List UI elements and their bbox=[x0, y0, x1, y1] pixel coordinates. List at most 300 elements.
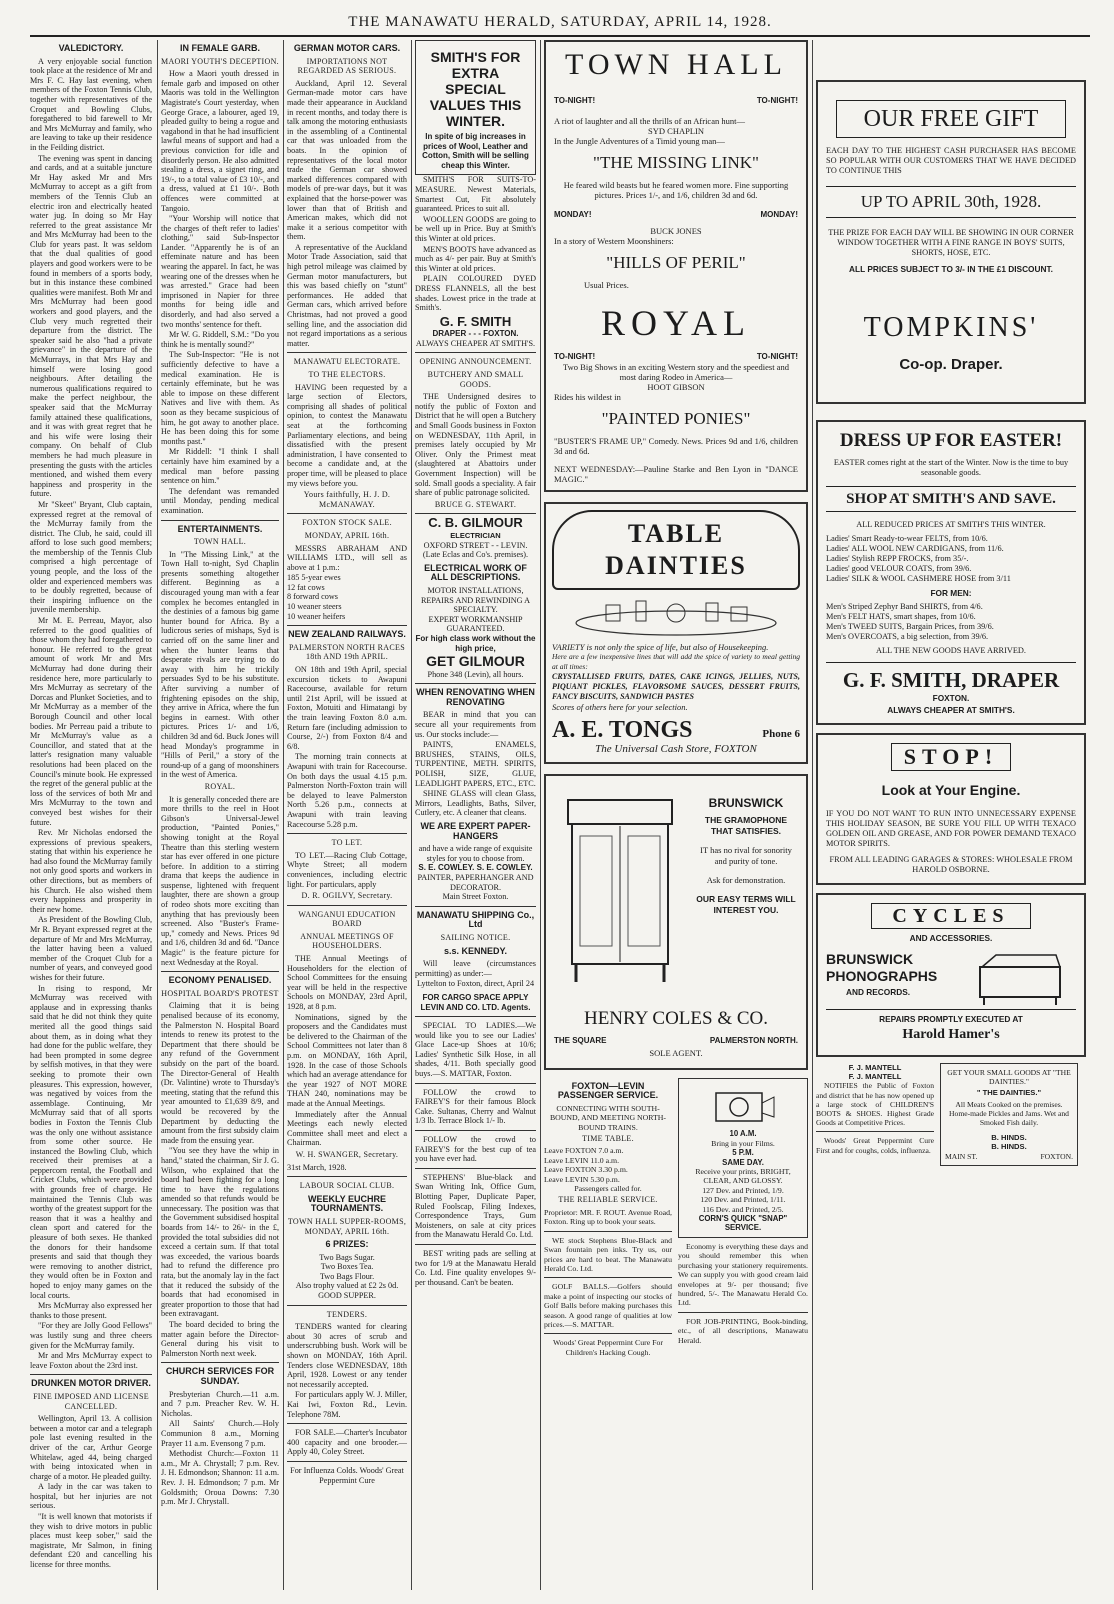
masthead-title: THE MANAWATU HERALD, SATURDAY, APRIL 14, 1928. bbox=[348, 14, 772, 30]
table-illustration bbox=[552, 590, 800, 642]
notice-signature: W. H. SWANGER, Secretary. bbox=[295, 1149, 399, 1159]
notice-date: 31st March, 1928. bbox=[287, 1162, 347, 1172]
men-item: Men's TWEED SUITS, Bargain Prices, from 39/6. bbox=[826, 622, 994, 631]
ad-paragraph: Woods' Great Peppermint Cure First and for coughs, colds, influenza. bbox=[816, 1136, 934, 1155]
men-item: Men's OVERCOATS, a big selection, from 39/6. bbox=[826, 632, 989, 641]
gift-discount: ALL PRICES SUBJECT TO 3/- IN THE £1 DISCOUNT. bbox=[849, 264, 1053, 274]
star-name: SYD CHAPLIN bbox=[648, 126, 704, 136]
divider bbox=[544, 1231, 672, 1232]
notice-paragraph: For Influenza Colds. Woods' Great Peppermint Cure bbox=[290, 1465, 404, 1485]
mantell-name: F. J. MANTELL bbox=[848, 1063, 902, 1072]
article-paragraph: Claiming that it is being penalised because of its economy, the Palmerston N. Hospital Board intends to renew its protest to the Department that there should be any refund of the Government subsidy on the part of the board. The Director-General of Health (Dr. Valintine) wrote to Thursday's meeting, stating that the refund this year amounted to £1,639 8/9, and would be recovered by the Department by deducting the amount from the first subsidy claim made from the ensuing year. bbox=[161, 1001, 279, 1145]
kodak-service: CORN'S QUICK "SNAP" SERVICE. bbox=[698, 1214, 788, 1233]
divider bbox=[415, 1083, 536, 1084]
ad-paragraph: Woods' Great Peppermint Cure For Children's Hacking Cough. bbox=[553, 1338, 663, 1357]
article-paragraph: As President of the Bowling Club, Mr R. Bryant expressed regret at the departure of Mr and Mrs McMurray, the latter having been a valued member of the Croquet Club for a number of years, and conveyed good wishes for their future. bbox=[30, 915, 152, 982]
ad-paragraph: WE stock Stephens Blue-Black and Swan fountain pen inks. Try us, our prices are hard to beat. The Manawatu Herald Co. Ltd. bbox=[544, 1235, 672, 1273]
divider bbox=[287, 1305, 407, 1306]
table-dainties-ad bbox=[544, 502, 808, 764]
smiths-ad bbox=[415, 40, 536, 175]
royal-tonight-row bbox=[554, 352, 798, 362]
trophy-line: Also trophy valued at £2 2s 0d. GOOD SUPPER. bbox=[295, 1281, 399, 1301]
notice-heading: LABOUR SOCIAL CLUB. bbox=[299, 1181, 395, 1191]
article-paragraph: How a Maori youth dressed in female garb and imposed on other Maoris was told in the Wellington Magistrate's Court yesterday, when George Grace, a labourer, aged 19, pleaded guilty to being a rogue and vagabond in that he had insufficient lawful means of support and had a previous conviction for idle and disorderly person. He also admitted stealing a dress, a signet ring, and 19/-, to a total value of £3 10/-, and a dress, valued at £1 10/-. Both offences were committed at Tangoio. bbox=[161, 69, 279, 213]
notice-heading: WANGANUI EDUCATION BOARD bbox=[298, 909, 396, 929]
brunswick-title: BRUNSWICK bbox=[708, 796, 784, 810]
article-paragraph: A representative of the Auckland Motor Trade Association, said that high petrol mileage was claimed by German motor manufacturers, but this was based chiefly on "stunt" performances. He added that German cars, which arrived before Christmas, had not proved a good selling line, and the association did not regard importations as a serious matter. bbox=[287, 242, 407, 348]
dainties-line: VARIETY is not only the spice of life, but also of Housekeeping. bbox=[552, 642, 769, 652]
repairs-line: REPAIRS PROMPTLY EXECUTED AT bbox=[826, 1009, 1076, 1024]
passenger-line: Proprietor: MR. F. ROUT. Avenue Road, Foxton. Ring up to book your seats. bbox=[544, 1207, 672, 1227]
drunken-driver-heading: DRUNKEN MOTOR DRIVER. bbox=[31, 1378, 151, 1389]
hills-of-peril-title: "HILLS OF PERIL" bbox=[606, 253, 746, 272]
monday-label: MONDAY! bbox=[760, 210, 798, 219]
ad-paragraph: PLAIN COLOURED DYED DRESS FLANNELS, all the best shades. Lowest price in the trade at Smith's. bbox=[415, 274, 536, 313]
gift-line: THE PRIZE FOR EACH DAY WILL BE SHOWING IN OUR CORNER WINDOW TOGETHER WITH A FINE RANGE IN BOYS' SUITS, SHORTS, HOSE, ETC. bbox=[828, 228, 1074, 257]
divider bbox=[287, 1461, 407, 1462]
ad-paragraph: SHINE GLASS will clean Glass, Mirrors, Leadlights, Baths, Silver, Cutlery, etc. A cleaner that cleans. bbox=[415, 789, 536, 818]
divider bbox=[415, 513, 536, 514]
notice-subheading: MONDAY, APRIL 16th. bbox=[304, 530, 390, 540]
dainties-name: " THE DAINTIES." bbox=[976, 1088, 1042, 1098]
ad-paragraph: SMITH'S FOR SUITS-TO-MEASURE. Newest Materials, Smartest Cut, Fit absolutely guaranteed. Prices to suit all. bbox=[415, 175, 536, 214]
monday-row bbox=[554, 210, 798, 220]
ad-paragraph: STEPHENS' Blue-black and Swan Writing Ink, Office Gum, Blotting Paper, Duplicate Paper, Ruled Foolscap, Filing Indexes, Correspondence Trays, Gum Moisteners, on sale at city prices from the Manawatu Herald Co. Ltd. bbox=[415, 1172, 536, 1240]
article-paragraph: Mr W. G. Riddell, S.M.: "Do you think he is mentally sound?" bbox=[161, 330, 279, 349]
timetable-entry: Leave LEVIN 11.0 a.m. bbox=[544, 1155, 620, 1165]
timetable-heading: TIME TABLE. bbox=[582, 1134, 634, 1144]
kodak-column bbox=[678, 1078, 808, 1357]
prize-item: Two Bags Flour. bbox=[319, 1271, 375, 1281]
notice-heading: FOXTON STOCK SALE. bbox=[302, 518, 392, 528]
monday-label: MONDAY! bbox=[554, 210, 592, 219]
camera-hand-icon bbox=[708, 1083, 778, 1127]
timetable-entry: Leave FOXTON 7.0 a.m. bbox=[544, 1146, 624, 1156]
tompkins-name: TOMPKINS' bbox=[863, 312, 1039, 343]
gramophone-cabinet-icon bbox=[560, 796, 680, 986]
cheaper-line: ALWAYS CHEAPER AT SMITH'S. bbox=[415, 338, 536, 348]
divider bbox=[415, 906, 536, 907]
notice-paragraph: Lyttelton to Foxton, direct, April 24 bbox=[416, 979, 535, 989]
entertainments-heading: ENTERTAINMENTS. bbox=[177, 523, 263, 534]
timetable-entry: Leave LEVIN 5.30 p.m. bbox=[544, 1174, 620, 1184]
easter-item: Ladies' good VELOUR COATS, from 39/6. bbox=[826, 564, 972, 573]
texaco-line: FROM ALL LEADING GARAGES & STORES: WHOLESALE FROM HAROLD OSBORNE. bbox=[829, 855, 1073, 874]
article-subheading: HOSPITAL BOARD'S PROTEST bbox=[161, 988, 279, 998]
easter-title: DRESS UP FOR EASTER! bbox=[839, 430, 1063, 451]
ad-paragraph: Economy is everything these days and you should remember this when purchasing your stationery requirements. We can supply you with good cream laid envelopes at 9/- per thousand; five hundred, 5/-. The Manawatu Herald Co. Ltd. bbox=[678, 1241, 808, 1308]
easter-item: Ladies' SILK & WOOL CASHMERE HOSE from 3/11 bbox=[826, 574, 1011, 583]
tongs-name: A. E. TONGS bbox=[552, 717, 693, 743]
cycles-title: CYCLES bbox=[871, 903, 1031, 929]
prize-item: Two Boxes Tea. bbox=[320, 1262, 374, 1272]
main-street: MAIN ST. bbox=[945, 1151, 978, 1161]
smiths-ad-title: SMITH'S FOR EXTRA SPECIAL VALUES THIS WINTER. bbox=[429, 49, 522, 129]
stock-item: 8 forward cows bbox=[287, 592, 338, 602]
ad-paragraph: SPECIAL TO LADIES.—We would like you to see our Ladies' Glace Lace-up Shoes at 10/6; Ladies' Synthetic Silk Hose, in all shades, 4/11. Both specially good buys.—S. MATTAR, Foxton. bbox=[415, 1021, 536, 1079]
coles-block bbox=[554, 1008, 798, 1058]
ad-line: In a story of Western Moonshiners: bbox=[554, 236, 674, 246]
kodak-time: 10 A.M. bbox=[729, 1129, 757, 1139]
valedictory-heading: VALEDICTORY. bbox=[58, 43, 124, 53]
mantell-text: NOTIFIES the Public of Foxton and district that he has now opened up a large stock of CHILDREN'S BOOTS & SHOES. Highest Grade Goods at Competitive Prices. bbox=[816, 1081, 934, 1128]
dainties-shop-ad bbox=[940, 1063, 1078, 1166]
star-name: HOOT GIBSON bbox=[647, 382, 705, 392]
easter-item: Ladies' Smart Ready-to-wear FELTS, from 10/6. bbox=[826, 534, 988, 543]
foxton-town: FOXTON. bbox=[1040, 1151, 1073, 1161]
kodak-time: 5 P.M. bbox=[732, 1148, 754, 1158]
easter-line: ALL REDUCED PRICES AT SMITH'S THIS WINTER. bbox=[856, 520, 1046, 529]
article-subheading: IMPORTATIONS NOT REGARDED AS SERIOUS. bbox=[297, 56, 397, 76]
article-paragraph: A lady in the car was taken to hospital, but her injuries are not serious. bbox=[30, 1482, 152, 1511]
divider bbox=[30, 1374, 152, 1375]
coles-row bbox=[554, 1036, 798, 1046]
ad-paragraph: BEST writing pads are selling at two for 1/9 at the Manawatu Herald Co. Ltd. Fine quality envelopes 9/- per thousand. Can't be beaten. bbox=[415, 1248, 536, 1287]
column-rule bbox=[283, 40, 284, 1590]
stock-item: 10 weaner heifers bbox=[287, 611, 346, 621]
cowley-trade: PAINTER, PAPERHANGER AND DECORATOR. bbox=[417, 872, 534, 892]
kodak-price: 127 Dev. and Printed, 1/9. bbox=[702, 1185, 784, 1195]
column-rule bbox=[540, 40, 541, 1590]
ad-line: NEXT WEDNESDAY:—Pauline Starke and Ben Lyon in "DANCE MAGIC." bbox=[554, 464, 798, 484]
kodak-price: 120 Dev. and Printed, 1/11. bbox=[700, 1195, 786, 1205]
cowley-address: Main Street Foxton. bbox=[442, 892, 509, 902]
notice-paragraph: Will leave (circumstances permitting) as under:— bbox=[415, 959, 536, 978]
church-services-heading: CHURCH SERVICES FOR SUNDAY. bbox=[165, 1366, 275, 1386]
divider bbox=[415, 1244, 536, 1245]
column-4 bbox=[415, 40, 536, 1600]
gilmour-brand: C. B. GILMOUR bbox=[428, 515, 523, 531]
notice-paragraph: TENDERS wanted for clearing about 30 acres of scrub and underscrubbing bush. Work will be shown on MONDAY, 16th April. Tenders close WEDNESDAY, 18th April, 1928. Lowest or any tender not necessarily accepted. bbox=[287, 1322, 407, 1389]
electrician-line: ELECTRICIAN bbox=[450, 530, 501, 540]
article-subheading: MAORI YOUTH'S DECEPTION. bbox=[161, 56, 279, 66]
ad-line: Two Big Shows in an exciting Western story and the speediest and most daring Rodeo in America— bbox=[563, 362, 789, 382]
railways-heading: NEW ZEALAND RAILWAYS. bbox=[288, 629, 406, 640]
notice-paragraph: HAVING been requested by a large section of Electors, comprising all shades of political opinion, to contest the Manawatu seat at the forthcoming Parliamentary elections, and being dissatisfied with the present administration, I have consented to become a candidate and, at the proper time, will be pleased to place my views before you. bbox=[287, 382, 407, 488]
divider bbox=[415, 1016, 536, 1017]
kodak-same-day: SAME DAY. bbox=[722, 1157, 764, 1167]
texaco-ad bbox=[816, 733, 1086, 885]
ad-paragraph: WOOLLEN GOODS are going to be well up in Price. Buy at Smith's this Winter at old prices. bbox=[415, 214, 536, 243]
divider bbox=[415, 352, 536, 353]
prize-item: Two Bags Sugar. bbox=[319, 1252, 375, 1262]
engine-line: Look at Your Engine. bbox=[881, 782, 1021, 798]
kodak-price: 116 Dev. and Printed, 2/5. bbox=[702, 1204, 784, 1214]
bottom-split bbox=[544, 1078, 808, 1357]
gilmour-address: OXFORD STREET - - LEVIN. (Late Eclas and Co's. premises). bbox=[422, 540, 529, 560]
german-cars-heading: GERMAN MOTOR CARS. bbox=[293, 43, 401, 53]
bottom-ads bbox=[816, 1063, 1086, 1166]
article-paragraph: The evening was spent in dancing and cards, and at a suitable juncture Mr Hay asked Mr and Mrs McMurray to accept as a gift from members of the Tennis Club an electric iron and electrically heated water jug. In doing so Mr Hay referred to the great assistance Mr and Mrs McMurray had been to the Club for years past. It was seldom that the dual qualities of good players and good workers were to be found in members of a sports body, but in this instance these combined qualities were manifest. Both Mr and Mrs McMurray had been good workers and good players, and the Club very much regretted their departure from the district. The speaker said he also "had a private grievance" in the departure of the McMurrays, in that Mrs Hay and himself were losing good neighbours. After detailing the numerous qualifications required to make the perfect neighbour, the speaker said that the McMurray family attained these qualifications, and it was with great regret that he and his wife were losing their company. On behalf of Club members he had much pleasure in presenting the gusts with the articles mentioned, and wished them every happiness and prosperity in the future. bbox=[30, 153, 152, 499]
dainties-line: Here are a few inexpensive lines that will add the spice of variety to meal getting at all times: bbox=[552, 652, 800, 671]
column-rule bbox=[812, 40, 813, 1590]
mantell-name: F. J. MANTELL bbox=[848, 1072, 902, 1082]
ad-line: A riot of laughter and all the thrills of an African hunt— bbox=[554, 116, 745, 126]
brunswick-text bbox=[696, 794, 796, 916]
column-2 bbox=[161, 40, 279, 1600]
hinds-text: All Meats Cooked on the premises. Home-made Pickles and Jams. Wet and Smoked Fish daily. bbox=[949, 1099, 1069, 1128]
hinds-address-row bbox=[945, 1152, 1073, 1161]
brunswick-phonographs: BRUNSWICK PHONOGRAPHS bbox=[826, 951, 938, 984]
article-paragraph: Mr Riddell: "I think I shall certainly have him examined by a medical man before passing sentence on him." bbox=[161, 447, 279, 486]
smiths-ad-lead: In spite of big increases in prices of Wool, Leather and Cotton, Smith will be selling cheap this Winter. bbox=[422, 132, 529, 170]
gilmour-line: For high class work without the high price, bbox=[415, 633, 536, 653]
tongs-store: The Universal Cash Store, FOXTON bbox=[595, 743, 757, 755]
tonight-label: TO-NIGHT! bbox=[756, 352, 798, 361]
divider bbox=[287, 352, 407, 353]
divider bbox=[544, 1333, 672, 1334]
hinds-name: B. HINDS. bbox=[991, 1133, 1027, 1143]
gf-smith-draper: G. F. SMITH, DRAPER bbox=[826, 662, 1076, 693]
tonight-row bbox=[554, 96, 798, 106]
royal-title: ROYAL bbox=[600, 303, 751, 343]
notice-subheading: TO THE ELECTORS. bbox=[308, 370, 386, 379]
gilmour-line: EXPERT WORKMANSHIP GUARANTEED. bbox=[428, 614, 523, 634]
notice-heading: TENDERS. bbox=[326, 1309, 368, 1319]
mantell-ad bbox=[816, 1063, 934, 1166]
coles-square: THE SQUARE bbox=[554, 1036, 607, 1045]
article-paragraph: Presbyterian Church.—11 a.m. and 7 p.m. Preacher Rev. W. H. Nicholas. bbox=[161, 1389, 279, 1418]
divider bbox=[415, 1168, 536, 1169]
article-paragraph: Mr and Mrs McMurray expect to leave Foxton about the 23rd inst. bbox=[30, 1351, 152, 1370]
article-paragraph: It is generally conceded there are more thrills to the reel in Hoot Gibson's Universal-Jewel production, "Painted Ponies," showing tonight at the Royal Theatre than this sterling western star has ever offered in one picture before. In addition to a stirring drama that keeps the audience in suspense, lightened with frequent laughter, there are shown a group of rodeo shots more exciting than anything that has previously been screened. Also "Buster's Frame-up," comedy and News. Prices 9d and 1/6, children 3d and 6d. "Dance Magic" is the feature picture for next Wednesday at the Royal. bbox=[161, 794, 279, 967]
easter-shop-heading: SHOP AT SMITH'S AND SAVE. bbox=[826, 486, 1076, 512]
stock-item: 12 fat cows bbox=[287, 582, 325, 592]
article-paragraph: The Sub-Inspector: "He is not sufficiently defective to have a medical examination. He is certainly effeminate, but he was able to impose on these different Natives and live with them. As soon as they became suspicious of him, he got away to another place. He has been doing this for some months past." bbox=[161, 350, 279, 446]
star-name: BUCK JONES bbox=[650, 226, 702, 236]
article-subheading: FINE IMPOSED AND LICENSE CANCELLED. bbox=[33, 1391, 149, 1411]
female-garb-heading: IN FEMALE GARB. bbox=[180, 43, 260, 53]
divider bbox=[544, 1277, 672, 1278]
column-3 bbox=[287, 40, 407, 1600]
article-paragraph: Mrs McMurray also expressed her thanks to those present. bbox=[30, 1301, 152, 1320]
coles-agent: SOLE AGENT. bbox=[649, 1048, 703, 1058]
arrived-line: ALL THE NEW GOODS HAVE ARRIVED. bbox=[876, 646, 1026, 655]
divider bbox=[287, 833, 407, 834]
ad-line: "BUSTER'S FRAME UP," Comedy. News. Prices 9d and 1/6, children 3d and 6d. bbox=[554, 436, 798, 456]
cycles-ad bbox=[816, 893, 1086, 1057]
stock-item: 185 5-year ewes bbox=[287, 573, 341, 583]
article-paragraph: Methodist Church:—Foxton 11 a.m., Mr A. Chrystall; 7 p.m. Rev. J. H. Edmondson; Shannon: 11 a.m. Rev. J. H. Edmondson; 7 p.m. Mr Goldsmith; Oroua Downs: 7.30 p.m. Mr J. Chrystall. bbox=[161, 1449, 279, 1507]
notice-paragraph: ON 18th and 19th April, special excursion tickets to Awapuni Racecourse, available for return until 21st April, will be issued at Foxton, Motuiti and Himatangi by the train leaving Foxton 8.0 a.m. Return fare (including admission to Course, 2/-) from Foxton 8/4 and 6/8. bbox=[287, 665, 407, 751]
notice-paragraph: FOR SALE.—Charter's Incubator 400 capacity and one brooder.—Apply 40, Coley Street. bbox=[287, 1428, 407, 1457]
kodak-line: Receive your prints, BRIGHT, CLEAR, AND GLOSSY. bbox=[695, 1167, 791, 1186]
ad-line: He feared wild beasts but he feared women more. Fine supporting pictures. Prices 1/-, and 1/6, children 3d and 6d. bbox=[563, 180, 789, 200]
town-hall-title: TOWN HALL bbox=[565, 48, 787, 81]
article-paragraph: Mr "Skeet" Bryant, Club captain, expressed regret at the removal of the McMurray family from the district. The Club, he said, could ill afford to lose such good members; the membership of the Tennis Club comprised a high percentage of young people, and the loss of the older and experienced members was to be doubly regretted, because of their inspiring influence on the juvenile membership. bbox=[30, 499, 152, 615]
easter-ad bbox=[816, 420, 1086, 725]
divider bbox=[287, 905, 407, 906]
notice-subheading: ANNUAL MEETINGS OF HOUSEHOLDERS. bbox=[300, 931, 394, 951]
notice-paragraph: For particulars apply W. J. Miller, Kai Iwi, Foxton Rd., Levin. Telephone 78M. bbox=[287, 1390, 407, 1419]
gilmour-line: MOTOR INSTALLATIONS, REPAIRS AND REWINDING A SPECIALTY. bbox=[420, 585, 531, 615]
article-paragraph: Rev. Mr Nicholas endorsed the expressions of previous speakers, stating that within his experience he had also found the McMurray family not only good sports and workers in other directions, but as members of his Church. He also wished them every happiness and prosperity in their new home. bbox=[30, 828, 152, 914]
divider bbox=[287, 1423, 407, 1424]
passenger-line: CONNECTING WITH SOUTH-BOUND, AND MEETING NORTH-BOUND TRAINS. bbox=[549, 1103, 667, 1132]
coop-line: Co-op. Draper. bbox=[899, 356, 1003, 373]
free-gift-ad bbox=[816, 80, 1086, 404]
accessories-line: AND ACCESSORIES. bbox=[909, 933, 993, 943]
ship-name: s.s. KENNEDY. bbox=[443, 945, 508, 956]
tonight-label: TO-NIGHT! bbox=[554, 96, 596, 105]
notice-paragraph: MESSRS ABRAHAM AND WILLIAMS LTD., will sell as above at 1 p.m.: bbox=[287, 543, 407, 572]
article-subheading: TOWN HALL. bbox=[193, 537, 247, 547]
brunswick-line: THE GRAMOPHONE THAT SATISFIES. bbox=[704, 815, 788, 836]
easter-line: EASTER comes right at the start of the Winter. Now is the time to buy seasonable goods. bbox=[833, 458, 1069, 477]
men-item: Men's Striped Zephyr Band SHIRTS, from 4/6. bbox=[826, 602, 983, 611]
notice-paragraph: THE Undersigned desires to notify the public of Foxton and District that he will open a Butchery and Small Goods business in Foxton on WEDNESDAY, 11th April, in premises lately occupied by Mr Oliver. Only the Primest meat (slaughtered at Abattoirs under Government Inspection) will be sold. Small goods a speciality. A fair share of public patronage solicited. bbox=[415, 392, 536, 498]
article-paragraph: In "The Missing Link," at the Town Hall to-night, Syd Chaplin presents something altogether different. Beginning as a discouraged young man with a fear complex he becomes entangled in the destinies of a famous big game hunter bound for Africa. By a ludicrous series of mishaps, Syd is carried off on the same liner and when the hunter learns that desperate rivals are trying to do away with him he trickily persuades Syd to be his substitute. After surviving a number of frightening episodes on the ship, they arrive in Africa, where the fun begins in earnest. With other pictures. Prices 1/- and 1/6, children 3d and 6d. Buck Jones will head Monday's programme in "Hills of Peril," a story of the round-up of a gang of moonshiners in the west of America. bbox=[161, 549, 279, 780]
timetable-entry: Leave FOXTON 3.30 p.m. bbox=[544, 1165, 628, 1175]
easter-item: Ladies' Stylish REPP FROCKS, from 35/-. bbox=[826, 554, 969, 563]
divider bbox=[161, 971, 279, 972]
gift-date: UP TO APRIL 30th, 1928. bbox=[826, 186, 1076, 218]
article-subheading: ROYAL. bbox=[204, 781, 236, 791]
divider bbox=[161, 1362, 279, 1363]
notice-heading: MANAWATU ELECTORATE. bbox=[293, 357, 401, 367]
tongs-row bbox=[552, 716, 800, 744]
draper-line: DRAPER - - - FOXTON. bbox=[432, 329, 519, 339]
article-paragraph: "You see they have the whip in hand," stated the chairman, Sir J. G. Wilson, who explained that the board had been fighting for a long time to have the regulations amended so that refunds would be unnecessary. The position was that the Government subsidised hospital boards from 14/- to 26/- in the £, provided the total subsidies did not exceed a certain sum. If that total was exceeded, the various boards had to refund the difference pro rata, but the anomaly lay in the fact that it reduced the subsidy of the boards that had economised in greater proportion to those that had been extravagant. bbox=[161, 1146, 279, 1319]
article-paragraph: Wellington, April 13. A collision between a motor car and a telegraph pole last evening resulted in the driver of the car, Arthur George Whitelaw, aged 44, being charged with being intoxicated when in charge of a motor. He pleaded guilty. bbox=[30, 1414, 152, 1481]
gilmour-phone: Phone 348 (Levin), all hours. bbox=[427, 669, 524, 679]
divider bbox=[287, 625, 407, 626]
passenger-heading: FOXTON—LEVIN PASSENGER SERVICE. bbox=[557, 1081, 659, 1101]
cowley-name: S. E. COWLEY. S. E. COWLEY. bbox=[418, 863, 533, 873]
notice-paragraph: Nominations, signed by the proposers and the Candidates must be delivered to the Chairman of the School Committees not later than 8 p.m. on MONDAY, 16th April, 1928. In the case of those Schools which had an average attendance for the year 1927 of NOT MORE THAN 240, nominations may be made at the Annual Meetings. bbox=[287, 1012, 407, 1108]
brunswick-ad bbox=[544, 774, 808, 1070]
hamer-name: Harold Hamer's bbox=[902, 1027, 1000, 1042]
cheaper-line: ALWAYS CHEAPER AT SMITH'S. bbox=[887, 705, 1015, 715]
ad-paragraph: BEAR in mind that you can secure all your requirements from us. Our stocks include:— bbox=[415, 710, 536, 739]
ad-paragraph: FOLLOW the crowd to FAIREY'S for their famous Block Cake. Sultanas, Cherry and Walnut 1/3 lb. Terrace Block 1/- lb. bbox=[415, 1087, 536, 1126]
dainties-line: Scores of others here for your selection. bbox=[552, 702, 688, 712]
article-paragraph: The board decided to bring the matter again before the Director-General during his visit to Palmerston North next week. bbox=[161, 1320, 279, 1358]
passenger-line: Passengers called for. bbox=[574, 1184, 642, 1194]
article-paragraph: A very enjoyable social function took place at the residence of Mr and Mrs F. C. Hay last evening, when members of the Foxton Tennis Club, together with representatives of the Croquet and Bowling Clubs, foregathered to bid farewell to Mr and Mrs McMurray and family, who are leaving to take up their residence in the Feilding district. bbox=[30, 56, 152, 152]
notice-signature: Yours faithfully, H. J. D. McMANAWAY. bbox=[303, 490, 391, 509]
brunswick-line: OUR EASY TERMS WILL INTEREST YOU. bbox=[696, 894, 796, 915]
euchre-heading: WEEKLY EUCHRE TOURNAMENTS. bbox=[307, 1193, 387, 1214]
notice-paragraph: TO LET.—Racing Club Cottage, Whyte Street; all modern conveniences, including electric light. For particulars, apply bbox=[287, 850, 407, 889]
ad-paragraph: MEN'S BOOTS have advanced as much as 4/- per pair. Buy at Smith's this Winter at old prices. bbox=[415, 244, 536, 273]
dainties-line: CRYSTALLISED FRUITS, DATES, CAKE ICINGS, JELLIES, NUTS, PIQUANT PICKLES, FLAVORSOME SAUCES, DESSERT FRUITS, FANCY BISCUITS, SANDWICH PASTES bbox=[552, 672, 800, 701]
ad-paragraph: PAINTS, ENAMELS, BRUSHES, STAINS, OILS, TURPENTINE, METH. SPIRITS, POLISH, SIZE, GLUE, LEADLIGHT PAPERS, ETC., ETC. bbox=[415, 740, 536, 788]
notice-paragraph: The morning train connects at Awapuni with train for Racecourse. On both days the usual 4.15 p.m. Palmerston North-Foxton train will be delayed to leave Palmerston North 5.26 p.m., connects at Awapuni with train leaving Racecourse 5.28 p.m. bbox=[287, 752, 407, 829]
shipping-heading: MANAWATU SHIPPING Co., Ltd bbox=[416, 909, 535, 930]
kodak-line: Bring in your Films. bbox=[711, 1138, 775, 1148]
for-men-heading: FOR MEN: bbox=[930, 588, 972, 598]
notice-heading: OPENING ANNOUNCEMENT. bbox=[419, 357, 532, 367]
column-rule bbox=[157, 40, 158, 1590]
gilmour-line: ELECTRICAL WORK OF ALL DESCRIPTIONS. bbox=[424, 562, 527, 583]
men-item: Men's FELT HATS, smart shapes, from 10/6. bbox=[826, 612, 976, 621]
missing-link-title: "THE MISSING LINK" bbox=[593, 153, 759, 172]
article-paragraph: Auckland, April 12. Several German-made motor cars have made their appearance in Auckland in recent months, and today there is talk among the motoring enthusiasts in the assembling of a Continental car that was unloaded from the boats. In the opinion of representatives of the local motor trade the German car showed marked differences compared with models of pre-war days, but it was explained that the horse-power was lower than that of British and American makes, which did not make it a serious competitor with them. bbox=[287, 78, 407, 242]
column-1 bbox=[30, 40, 152, 1600]
column-5 bbox=[544, 40, 808, 1600]
table-illustration-icon bbox=[566, 593, 786, 639]
renovating-heading: WHEN RENOVATING WHEN RENOVATING bbox=[416, 687, 535, 707]
divider bbox=[287, 1176, 407, 1177]
kodak-ad bbox=[678, 1078, 808, 1238]
ad-paragraph: and have a wide range of exquisite styles for you to choose from. bbox=[418, 844, 533, 863]
notice-subheading: PALMERSTON NORTH RACES 18th AND 19th APRIL. bbox=[289, 642, 405, 662]
painted-ponies-title: "PAINTED PONIES" bbox=[601, 409, 751, 428]
divider bbox=[415, 1130, 536, 1131]
tonight-label: TO-NIGHT! bbox=[554, 352, 596, 361]
ad-paragraph: FOLLOW the crowd to FAIREY'S for the best cup of tea you have ever had. bbox=[415, 1135, 536, 1164]
records-line: AND RECORDS. bbox=[846, 987, 911, 997]
notice-signature: BRUCE G. STEWART. bbox=[434, 499, 517, 509]
tonight-label: TO-NIGHT! bbox=[756, 96, 798, 105]
masthead bbox=[30, 14, 1090, 37]
brunswick-line: IT has no rival for sonority and purity of tone. bbox=[700, 845, 792, 866]
ad-line: Rides his wildest in bbox=[554, 392, 621, 402]
article-paragraph: The defendant was remanded until Monday, pending medical examination. bbox=[161, 486, 279, 515]
article-paragraph: Mr M. E. Perreau, Mayor, also referred to the good qualities of those whom they had foregathered to honour. He referred to the great amount of work Mr and Mrs McMurray had done during their residence here, more particularly to Mrs McMurray as secretary of the Dorcas and Plunket Societies, and to Mr McMurray as a member of the Borough Council and other local bodies. Mr Perreau paid a tribute to Mr McMurray's value as a Councillor, and stated that at the latter's resignation many valuable resolutions had been placed on the Council's minute book. He expressed the regret of the general public at the loss of the services of both Mr and Mrs McMurray to the town and conveyed best wishes for their future. bbox=[30, 616, 152, 827]
foxton-line: FOXTON. bbox=[932, 693, 970, 703]
article-paragraph: "Your Worship will notice that the charges of theft refer to ladies' clothing," said Sub-Inspector Lander. "Apparently he is of an effeminate nature and has been wearing the apparel. In fact, he was wearing one of the dresses when he was arrested." Grace had been imprisoned in Napier for three months for being idle and disorderly, and had also served a two months' sentence for theft. bbox=[161, 214, 279, 329]
ad-paragraph: GOLF BALLS.—Golfers should make a point of inspecting our stocks of Golf Balls before making purchases this season. A good range of qualities at low prices.—S. MATTAR. bbox=[544, 1282, 672, 1329]
stock-item: 10 weaner steers bbox=[287, 602, 342, 612]
ad-paragraph: FOR JOB-PRINTING, Book-binding, etc., of all descriptions, Manawatu Herald. bbox=[678, 1316, 808, 1345]
divider bbox=[287, 513, 407, 514]
notice-subheading: SAILING NOTICE. bbox=[440, 932, 511, 942]
article-paragraph: In rising to respond, Mr McMurray was received with applause and in expressing thanks said that he did not think they quite merited all the good things said about them, as in doing what they had done for the public welfare, they had been prompted in some degree by selfish motives, in that they were seeking to promote their own pleasures. This expression, however, was negatived by voices from the assemblage. Continuing, Mr McMurray said that of all sports bodies in Foxton the Tennis Club was the only one without assistance from some other source. He instanced the Bowling Club, which received their premises at a peppercorn rental, the Football and Cricket Clubs, which were provided with grounds free of charge. He maintained the Tennis Club was worthy of the greatest support for the reason that it was a healthy and clean sport and catered for the pleasure of both sexes. He thanked the donors for their handsome presents and said that though they were removing to another district, they would often be in Foxton and hoped to enjoy many games on the local courts. bbox=[30, 983, 152, 1300]
divider bbox=[678, 1312, 808, 1313]
article-paragraph: All Saints' Church.—Holy Communion 8 a.m., Morning Prayer 11 a.m. Evensong 7 p.m. bbox=[161, 1419, 279, 1448]
cargo-line: FOR CARGO SPACE APPLY LEVIN AND CO. LTD. Agents. bbox=[420, 992, 531, 1012]
notice-heading: TO LET. bbox=[331, 838, 363, 848]
phonograph-icon bbox=[970, 951, 1070, 1007]
divider bbox=[816, 1131, 934, 1132]
passenger-service bbox=[544, 1078, 672, 1357]
coles-town: PALMERSTON NORTH. bbox=[709, 1036, 798, 1045]
notice-paragraph: Immediately after the Annual Meetings each newly elected Committee shall meet and elect a Chairman. bbox=[287, 1109, 407, 1148]
notice-paragraph: THE Annual Meetings of Householders for the election of School Committees for the ensuing year will be held in the respective Schools on MONDAY, 23rd April, 1928, at 8 p.m. bbox=[287, 954, 407, 1012]
stop-title: STOP! bbox=[891, 743, 1011, 771]
table-dainties-title: TABLE DAINTIES bbox=[552, 510, 800, 590]
notice-signature: D. R. OGILVY, Secretary. bbox=[301, 891, 393, 901]
divider bbox=[161, 520, 279, 521]
tongs-phone: Phone 6 bbox=[762, 728, 800, 740]
hinds-heading: GET YOUR SMALL GOODS AT "THE DAINTIES." bbox=[947, 1068, 1071, 1087]
gift-line: EACH DAY TO THE HIGHEST CASH PURCHASER HAS BECOME SO POPULAR WITH OUR CUSTOMERS THAT WE HAVE DECIDED TO CONTINUE THIS bbox=[826, 146, 1076, 175]
prizes-heading: 6 PRIZES: bbox=[325, 1239, 369, 1250]
passenger-line: THE RELIABLE SERVICE. bbox=[558, 1195, 658, 1205]
column-rule bbox=[411, 40, 412, 1590]
column-6 bbox=[816, 40, 1086, 1600]
paperhangers-heading: WE ARE EXPERT PAPER-HANGERS bbox=[420, 821, 531, 841]
article-paragraph: "It is well known that motorists if they wish to drive motors in public places must keep sober," said the magistrate, Mr Salmon, in fining defendant £20 and cancelling his license for three months. bbox=[30, 1512, 152, 1570]
coles-name: HENRY COLES & CO. bbox=[583, 1008, 769, 1029]
ad-line: In the Jungle Adventures of a Timid young man— bbox=[554, 136, 725, 146]
free-gift-title: OUR FREE GIFT bbox=[836, 100, 1066, 138]
gf-smith-brand: G. F. SMITH bbox=[439, 313, 512, 329]
divider bbox=[415, 683, 536, 684]
article-paragraph: "For they are Jolly Good Fellows" was lustily sung and three cheers given for the McMurray family. bbox=[30, 1321, 152, 1350]
economy-heading: ECONOMY PENALISED. bbox=[168, 975, 272, 986]
hinds-name: B. HINDS. bbox=[991, 1142, 1027, 1152]
texaco-line: IF YOU DO NOT WANT TO RUN INTO UNNECESSARY EXPENSE THIS HOLIDAY SEASON, BE SURE YOU FILL UP WITH TEXACO GOLDEN OIL AND GREASE, AND FOR POWER DEMAND TEXACO MOTOR SPIRITS. bbox=[826, 809, 1076, 848]
get-gilmour: GET GILMOUR bbox=[426, 653, 525, 670]
ad-line: Usual Prices. bbox=[584, 280, 629, 290]
notice-subheading: TOWN HALL SUPPER-ROOMS, MONDAY, APRIL 16th. bbox=[287, 1216, 407, 1236]
town-hall-ad bbox=[544, 40, 808, 492]
notice-subheading: BUTCHERY AND SMALL GOODS. bbox=[427, 370, 524, 389]
easter-item: Ladies' ALL WOOL NEW CARDIGANS, from 11/6. bbox=[826, 544, 1004, 553]
